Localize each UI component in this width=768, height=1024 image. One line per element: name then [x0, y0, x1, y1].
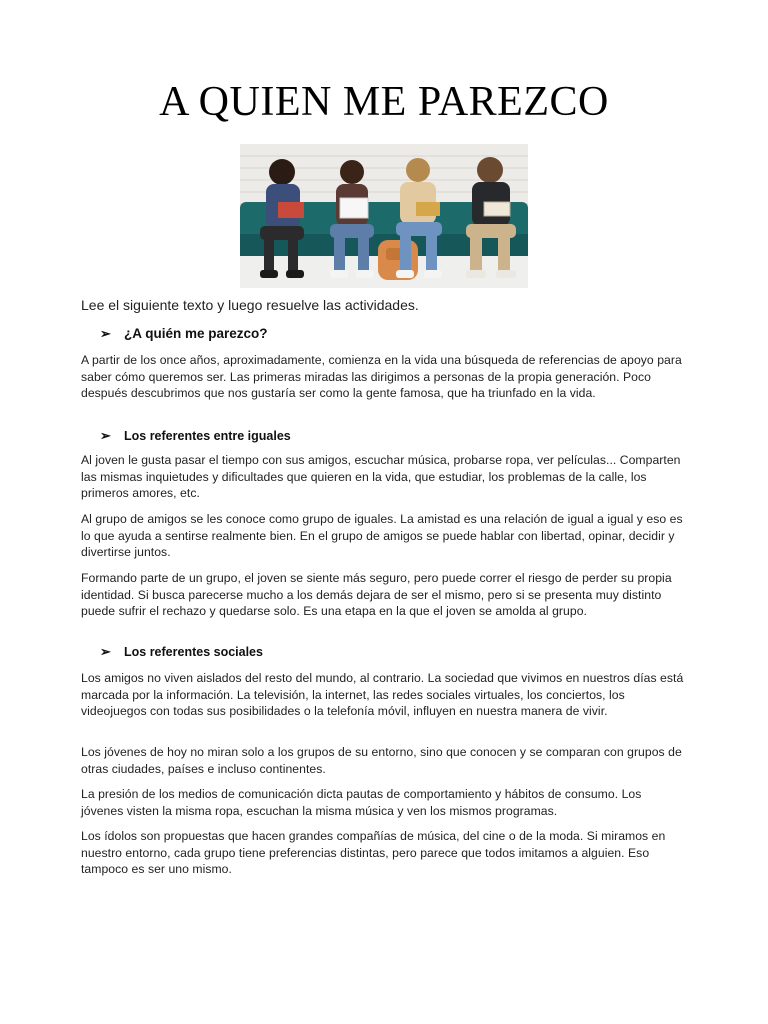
teens-reading-photo [240, 144, 528, 288]
section-heading-a-quien-me-parezco [100, 326, 600, 342]
page-title: A QUIEN ME PAREZCO [159, 79, 609, 125]
section-heading-referentes-sociales [100, 644, 600, 660]
paragraph: Los ídolos son propuestas que hacen grandes compañías de música, del cine o de la moda. Si miramos en nuestro entorno, cada grupo tiene preferencias distintas, pero parece que todos imitamos a alguien. Eso tampoco es ser uno mismo. [81, 829, 666, 877]
section-heading-label: ¿A quién me parezco? [124, 326, 268, 341]
paragraph: A partir de los once años, aproximadamente, comienza en la vida una búsqueda de referencias de apoyo para saber cómo queremos ser. Las primeras miradas las dirigimos a personas de la propia generación. Poco después descubrimos que nos gustaría ser como la gente famosa, que ha triunfado en la vida. [81, 353, 682, 401]
paragraph: Los jóvenes de hoy no miran solo a los grupos de su entorno, sino que conocen y se comparan con grupos de otras ciudades, países e incluso continentes. [81, 745, 682, 776]
paragraph: Formando parte de un grupo, el joven se siente más seguro, pero puede correr el riesgo de perder su propia identidad. Si busca parecerse mucho a los demás dejara de ser el mismo, pero si se presenta muy distinto puede sufrir el rechazo y quedarse solo. Es una etapa en la que el joven se amolda al grupo. [81, 571, 672, 619]
paragraph: Al grupo de amigos se les conoce como grupo de iguales. La amistad es una relación de igual a igual y eso es lo que ayuda a sentirse realmente bien. En el grupo de amigos se puede hablar con libertad, opinar, decidir y divertirse juntos. [81, 512, 683, 560]
paragraph: Al joven le gusta pasar el tiempo con sus amigos, escuchar música, probarse ropa, ver películas... Comparten las mismas inquietudes y dificultades que quieren en la vida, que estudiar, los problemas de la calle, los primeros amores, etc. [81, 453, 681, 501]
section-heading-label: Los referentes sociales [124, 645, 263, 659]
paragraph: La presión de los medios de comunicación dicta pautas de comportamiento y hábitos de consumo. Los jóvenes visten la misma ropa, escuchan la misma música y ven los mismos programas. [81, 787, 642, 818]
section-heading-label: Los referentes entre iguales [124, 429, 291, 443]
paragraph: Los amigos no viven aislados del resto del mundo, al contrario. La sociedad que vivimos en nuestros días está marcada por la información. La televisión, la internet, las redes sociales virtuales, los conciertos, los videojuegos con todas sus posibilidades o la telefonía móvil, influyen en nuestra manera de vivir. [81, 671, 684, 719]
arrow-bullet-icon: ➢ [100, 326, 111, 341]
arrow-bullet-icon: ➢ [100, 644, 111, 659]
section-heading-referentes-iguales [100, 428, 600, 444]
intro-text: Lee el siguiente texto y luego resuelve las actividades. [81, 297, 419, 313]
arrow-bullet-icon: ➢ [100, 428, 111, 443]
